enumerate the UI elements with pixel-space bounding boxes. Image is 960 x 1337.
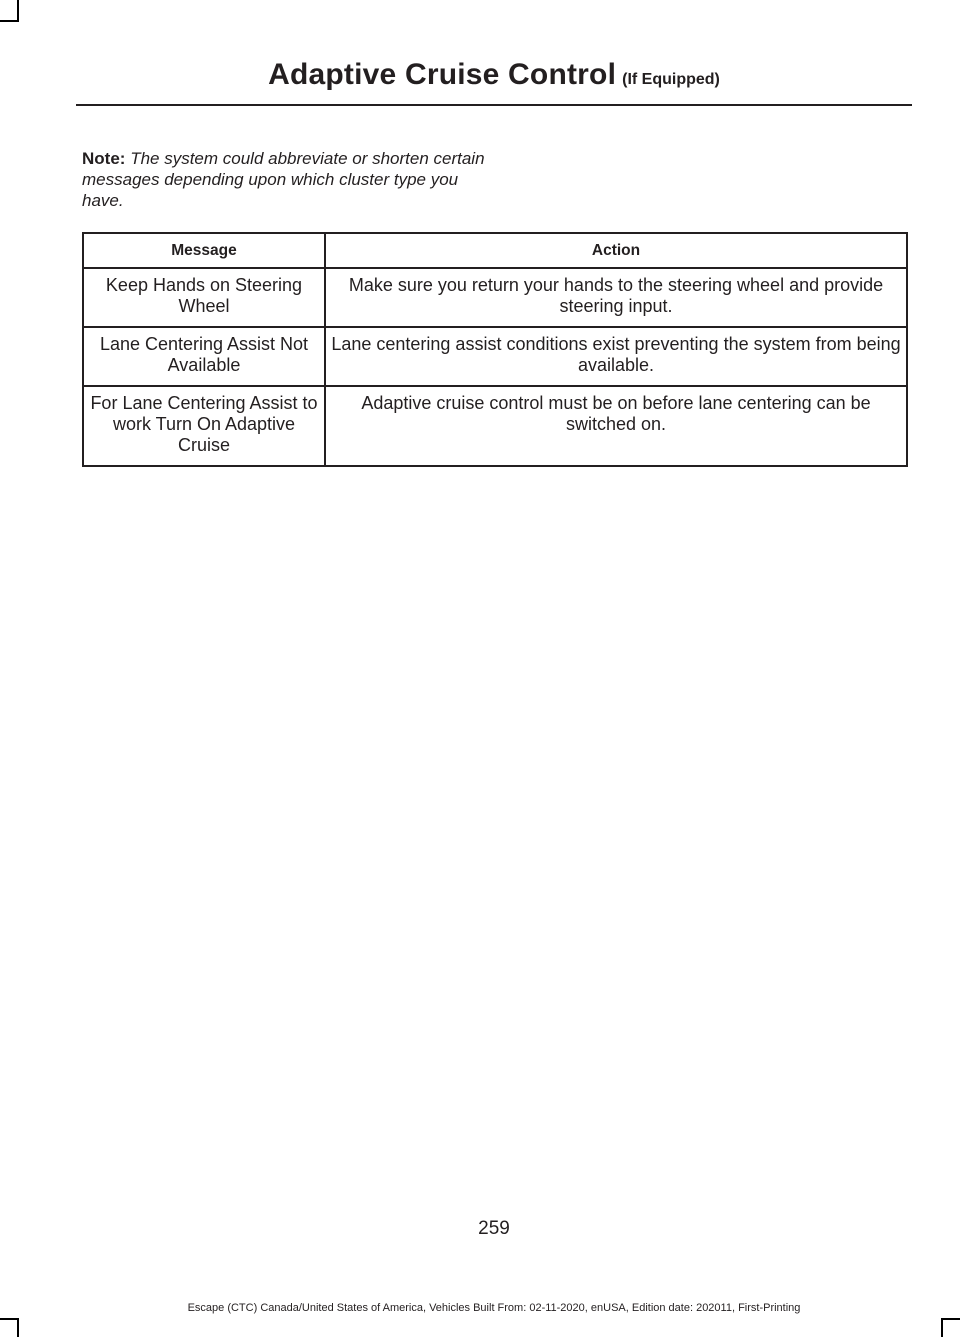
crop-mark-bottom-left (17, 1318, 19, 1337)
table-header-row (83, 233, 907, 268)
crop-mark-top-left (0, 20, 19, 22)
table-row (83, 386, 907, 466)
messages-table (82, 232, 908, 467)
page-title: Adaptive Cruise Control (268, 58, 617, 91)
note-text: The system could abbreviate or shorten certain messages depending upon which cluster type you have. (82, 149, 485, 210)
message-cell: Lane Centering Assist Not Available (83, 327, 325, 386)
header-divider (76, 104, 912, 106)
page-header (0, 58, 960, 92)
action-cell: Lane centering assist conditions exist preventing the system from being available. (325, 327, 907, 386)
note-label: Note: (82, 149, 126, 168)
column-header-action: Action (325, 233, 907, 268)
footer-edition-info: Escape (CTC) Canada/United States of America, Vehicles Built From: 02-11-2020, enUSA, Edition date: 202011, First-Printing (187, 1302, 801, 1314)
page-title-suffix: (If Equipped) (622, 71, 720, 88)
message-cell: Keep Hands on Steering Wheel (83, 268, 325, 327)
crop-mark-bottom-left (0, 1318, 19, 1320)
action-cell: Adaptive cruise control must be on before lane centering can be switched on. (325, 386, 907, 466)
crop-mark-bottom-right (941, 1318, 943, 1337)
action-cell: Make sure you return your hands to the steering wheel and provide steering input. (325, 268, 907, 327)
note-paragraph (82, 148, 502, 211)
crop-mark-bottom-right (941, 1318, 960, 1320)
crop-mark-top-left (17, 0, 19, 22)
message-cell: For Lane Centering Assist to work Turn On Adaptive Cruise (83, 386, 325, 466)
page-number: 259 (478, 1218, 510, 1239)
table-row (83, 327, 907, 386)
column-header-message: Message (83, 233, 325, 268)
table-row (83, 268, 907, 327)
